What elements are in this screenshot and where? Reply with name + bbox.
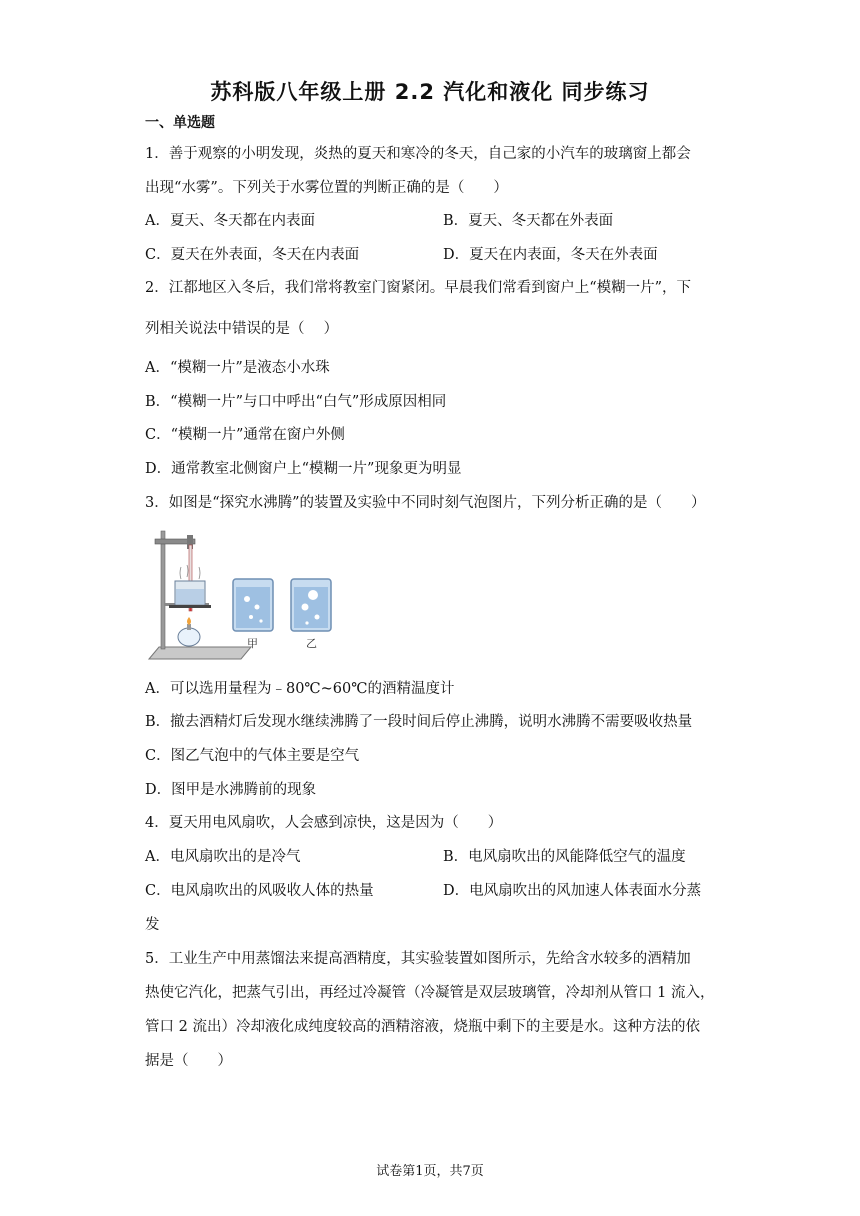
q2-option-a: A．“模糊一片”是液态小水珠 (145, 360, 330, 376)
q5-stem-line4: 据是（ ） (145, 1053, 232, 1069)
q3-option-d: D．图甲是水沸腾前的现象 (145, 782, 317, 798)
beaker-jia (233, 579, 273, 631)
q4-option-a: A．电风扇吹出的是冷气 (145, 849, 301, 865)
q4-option-d-line2: 发 (145, 917, 160, 933)
q2-stem-line1: 2．江都地区入冬后，我们常将教室门窗紧闭。早晨我们常看到窗户上“模糊一片”，下 (145, 280, 692, 296)
q1-stem-line2: 出现“水雾”。下列关于水雾位置的判断正确的是（ ） (145, 180, 508, 196)
q1-option-b: B．夏天、冬天都在外表面 (443, 213, 614, 229)
q2-option-d: D．通常教室北侧窗户上“模糊一片”现象更为明显 (145, 461, 462, 477)
q3-option-c: C．图乙气泡中的气体主要是空气 (145, 748, 360, 764)
beaker-yi (291, 579, 331, 631)
q5-stem-line2: 热使它汽化，把蒸气引出，再经过冷凝管（冷凝管是双层玻璃管，冷却剂从管口 1 流入， (145, 985, 715, 1001)
q5-stem-line1: 5．工业生产中用蒸馏法来提高酒精度，其实验装置如图所示，先给含水较多的酒精加 (145, 951, 691, 967)
q1-option-c: C．夏天在外表面，冬天在内表面 (145, 247, 360, 263)
q4-option-d-line1: D．电风扇吹出的风加速人体表面水分蒸 (443, 883, 702, 899)
q3-option-b: B．撤去酒精灯后发现水继续沸腾了一段时间后停止沸腾，说明水沸腾不需要吸收热量 (145, 714, 693, 730)
q4-stem-line1: 4．夏天用电风扇吹，人会感到凉快，这是因为（ ） (145, 815, 503, 831)
section-heading: 一、单选题 (145, 115, 215, 131)
figure-label-jia: 甲 (247, 637, 258, 650)
q2-stem-line2: 列相关说法中错误的是（ ） (145, 321, 339, 337)
q4-option-c: C．电风扇吹出的风吸收人体的热量 (145, 883, 374, 899)
boiling-experiment-figure (147, 525, 349, 667)
page-title: 苏科版八年级上册 2.2 汽化和液化 同步练习 (210, 80, 650, 104)
q2-option-b: B．“模糊一片”与口中呼出“白气”形成原因相同 (145, 394, 447, 410)
q5-stem-line3: 管口 2 流出）冷却液化成纯度较高的酒精溶液，烧瓶中剩下的主要是水。这种方法的依 (145, 1019, 700, 1035)
page-footer: 试卷第1页，共7页 (376, 1164, 484, 1179)
q1-stem-line1: 1．善于观察的小明发现，炎热的夏天和寒冷的冬天，自己家的小汽车的玻璃窗上都会 (145, 146, 691, 162)
q1-option-a: A．夏天、冬天都在内表面 (145, 213, 315, 229)
q3-stem-line1: 3．如图是“探究水沸腾”的装置及实验中不同时刻气泡图片，下列分析正确的是（ ） (145, 495, 706, 511)
q3-option-a: A．可以选用量程为﹣80℃~60℃的酒精温度计 (145, 681, 455, 697)
q4-option-b: B．电风扇吹出的风能降低空气的温度 (443, 849, 686, 865)
figure-label-yi: 乙 (306, 637, 317, 650)
q1-option-d: D．夏天在内表面，冬天在外表面 (443, 247, 658, 263)
q2-option-c: C．“模糊一片”通常在窗户外侧 (145, 427, 345, 443)
